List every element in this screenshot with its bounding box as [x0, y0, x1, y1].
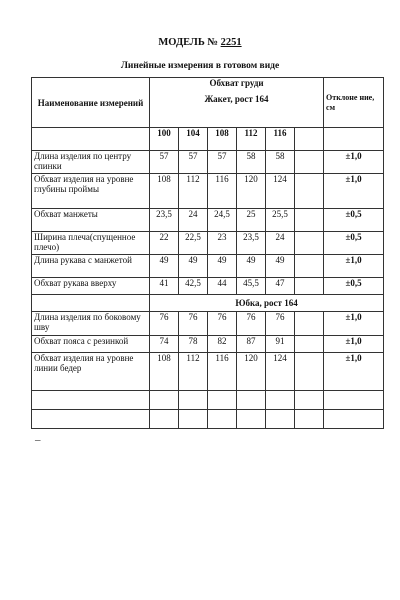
- value-cell: [295, 232, 324, 255]
- value-cell: 108: [150, 174, 179, 209]
- size-cell: 100: [150, 128, 179, 151]
- tolerance-cell: ±1,0: [324, 312, 384, 336]
- value-cell: 49: [237, 255, 266, 278]
- value-cell: 78: [179, 336, 208, 353]
- skirt-header-blank: [32, 295, 150, 312]
- value-cell: 58: [266, 151, 295, 174]
- value-cell: [295, 151, 324, 174]
- tolerance-header: Отклоне ние, см: [324, 78, 384, 128]
- empty-cell: [295, 410, 324, 429]
- document-subtitle: Линейные измерения в готовом виде: [120, 61, 280, 71]
- value-cell: 116: [208, 353, 237, 391]
- empty-cell: [295, 391, 324, 410]
- tolerance-cell: ±1,0: [324, 174, 384, 209]
- value-cell: 22: [150, 232, 179, 255]
- table-row: [32, 174, 384, 209]
- measurement-name: Длина изделия по боковому шву: [32, 312, 150, 336]
- size-cell: 108: [208, 128, 237, 151]
- chest-header: Обхват груди: [209, 78, 264, 88]
- table-row: [32, 353, 384, 391]
- value-cell: 74: [150, 336, 179, 353]
- value-cell: 112: [179, 174, 208, 209]
- measurement-name: Длина рукава с манжетой: [32, 255, 150, 278]
- value-cell: 82: [208, 336, 237, 353]
- value-cell: 87: [237, 336, 266, 353]
- table-row: [32, 209, 384, 232]
- value-cell: 112: [179, 353, 208, 391]
- measurement-name: Обхват манжеты: [32, 209, 150, 232]
- size-cell: 116: [266, 128, 295, 151]
- value-cell: 124: [266, 174, 295, 209]
- model-number: 2251: [220, 37, 242, 48]
- value-cell: 47: [266, 278, 295, 295]
- empty-row: [32, 391, 384, 410]
- value-cell: 23,5: [150, 209, 179, 232]
- size-cell: 112: [237, 128, 266, 151]
- size-cell: 104: [179, 128, 208, 151]
- measurement-name: Обхват пояса с резинкой: [32, 336, 150, 353]
- tolerance-cell: ±0,5: [324, 278, 384, 295]
- empty-cell: [266, 391, 295, 410]
- measurement-name: Длина изделия по центру спинки: [32, 151, 150, 174]
- tolerance-cell: ±0,5: [324, 209, 384, 232]
- tolerance-cell: ±1,0: [324, 353, 384, 391]
- measurement-name: Обхват изделия на уровне глубины проймы: [32, 174, 150, 209]
- empty-cell: [150, 410, 179, 429]
- jacket-header: Жакет, рост 164: [204, 94, 269, 104]
- value-cell: 45,5: [237, 278, 266, 295]
- value-cell: 76: [266, 312, 295, 336]
- measurement-name: Обхват рукава вверху: [32, 278, 150, 295]
- value-cell: 57: [208, 151, 237, 174]
- empty-row: [32, 410, 384, 429]
- skirt-header: Юбка, рост 164: [150, 295, 384, 312]
- value-cell: 25: [237, 209, 266, 232]
- value-cell: 57: [150, 151, 179, 174]
- measurement-name: Ширина плеча(спущенное плечо): [32, 232, 150, 255]
- table-row: [32, 232, 384, 255]
- table-row: [32, 278, 384, 295]
- value-cell: 76: [179, 312, 208, 336]
- value-cell: 58: [237, 151, 266, 174]
- value-cell: 42,5: [179, 278, 208, 295]
- value-cell: 24: [179, 209, 208, 232]
- value-cell: [295, 353, 324, 391]
- value-cell: 76: [208, 312, 237, 336]
- value-cell: [295, 278, 324, 295]
- skirt-header-row: [32, 295, 384, 312]
- group-header: [150, 78, 324, 128]
- value-cell: 76: [150, 312, 179, 336]
- value-cell: 49: [150, 255, 179, 278]
- value-cell: [295, 336, 324, 353]
- tolerance-cell: ±1,0: [324, 336, 384, 353]
- value-cell: 44: [208, 278, 237, 295]
- sizes-row-tol-blank: [324, 128, 384, 151]
- empty-cell: [324, 391, 384, 410]
- value-cell: 41: [150, 278, 179, 295]
- empty-cell: [237, 391, 266, 410]
- value-cell: 22,5: [179, 232, 208, 255]
- value-cell: 23: [208, 232, 237, 255]
- empty-cell: [32, 391, 150, 410]
- value-cell: 25,5: [266, 209, 295, 232]
- empty-cell: [150, 391, 179, 410]
- table-row: [32, 151, 384, 174]
- footer-mark: –: [35, 434, 41, 446]
- sizes-row: [32, 128, 384, 151]
- value-cell: 108: [150, 353, 179, 391]
- table-row: [32, 255, 384, 278]
- empty-cell: [208, 391, 237, 410]
- empty-cell: [32, 410, 150, 429]
- header-row: [32, 78, 384, 128]
- value-cell: 91: [266, 336, 295, 353]
- value-cell: 49: [266, 255, 295, 278]
- value-cell: 49: [179, 255, 208, 278]
- tolerance-cell: ±1,0: [324, 151, 384, 174]
- measurement-name: Обхват изделия на уровне линии бедер: [32, 353, 150, 391]
- value-cell: 76: [237, 312, 266, 336]
- value-cell: [295, 312, 324, 336]
- tolerance-cell: ±1,0: [324, 255, 384, 278]
- name-header: Наименование измерений: [32, 78, 150, 128]
- empty-cell: [179, 391, 208, 410]
- sizes-row-blank: [32, 128, 150, 151]
- size-cell: [295, 128, 324, 151]
- value-cell: 124: [266, 353, 295, 391]
- model-title-prefix: МОДЕЛЬ №: [158, 37, 218, 48]
- empty-cell: [179, 410, 208, 429]
- empty-cell: [324, 410, 384, 429]
- value-cell: [295, 174, 324, 209]
- value-cell: [295, 209, 324, 232]
- value-cell: [295, 255, 324, 278]
- value-cell: 120: [237, 174, 266, 209]
- measurements-table: [31, 77, 384, 429]
- value-cell: 120: [237, 353, 266, 391]
- value-cell: 116: [208, 174, 237, 209]
- value-cell: 24: [266, 232, 295, 255]
- value-cell: 23,5: [237, 232, 266, 255]
- value-cell: 24,5: [208, 209, 237, 232]
- value-cell: 57: [179, 151, 208, 174]
- table-row: [32, 336, 384, 353]
- empty-cell: [208, 410, 237, 429]
- table-row: [32, 312, 384, 336]
- value-cell: 49: [208, 255, 237, 278]
- empty-cell: [237, 410, 266, 429]
- empty-cell: [266, 410, 295, 429]
- tolerance-cell: ±0,5: [324, 232, 384, 255]
- model-title: [0, 37, 400, 48]
